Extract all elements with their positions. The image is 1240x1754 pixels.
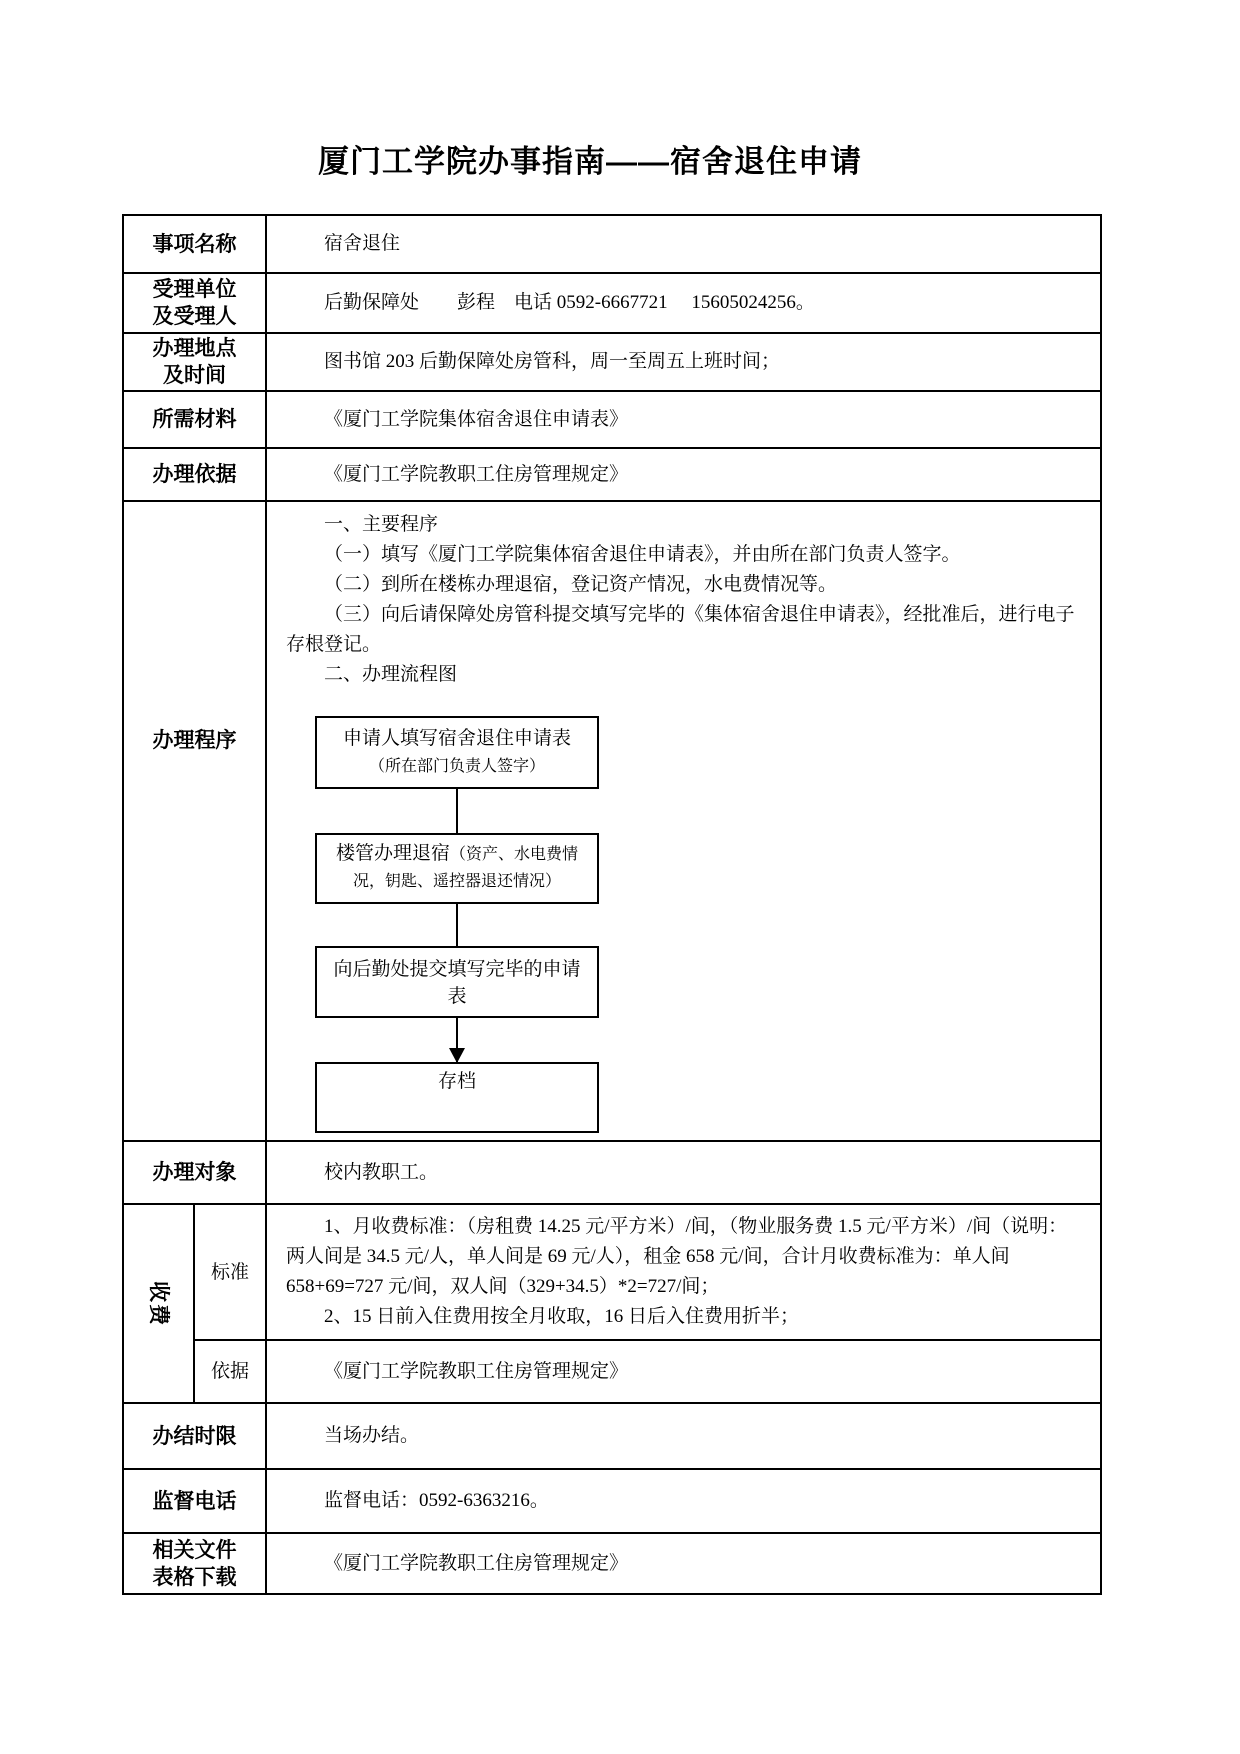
row-item-name (123, 215, 1101, 273)
fee-standard-label: 标准 (194, 1204, 266, 1340)
flowchart-arrow-down-icon (456, 1018, 458, 1062)
procedure-step-2: （二）到所在楼栋办理退宿，登记资产情况，水电费情况等。 (324, 574, 838, 595)
fee-standard-line2: 2、15 日前入住费用按全月收取，16 日后入住费用折半； (324, 1306, 800, 1327)
procedure-section1-heading: 一、主要程序 (324, 514, 439, 535)
related-documents-label-line1: 相关文件 (152, 1538, 237, 1562)
flowchart-box2-main: 楼管办理退宿 (335, 843, 450, 864)
procedure-section2-heading: 二、办理流程图 (324, 664, 458, 685)
location-time-label-line1: 办理地点 (152, 337, 237, 360)
item-name-label: 事项名称 (123, 215, 266, 273)
location-time-value: 图书馆 203 后勤保障处房管科，周一至周五上班时间； (324, 351, 781, 372)
item-name-value: 宿舍退住 (324, 233, 401, 254)
flowchart-connector-1 (456, 789, 458, 833)
row-fee-basis (123, 1340, 1101, 1403)
row-materials (123, 391, 1101, 448)
fee-group-label (123, 1204, 194, 1403)
procedure-step-1: （一）填写《厦门工学院集体宿舍退住申请表》，并由所在部门负责人签字。 (324, 544, 961, 565)
procedure-label: 办理程序 (123, 501, 266, 1141)
location-time-label (123, 333, 266, 391)
fee-basis-label: 依据 (194, 1340, 266, 1403)
flowchart-box3-text: 向后勤处提交填写完毕的申请表 (333, 959, 581, 1007)
related-documents-label (123, 1533, 266, 1594)
row-accepting-unit (123, 273, 1101, 333)
materials-value: 《厦门工学院集体宿舍退住申请表》 (324, 408, 629, 430)
accepting-unit-value: 后勤保障处 彭程 电话 0592-6667721 15605024256。 (324, 292, 815, 313)
target-label: 办理对象 (123, 1141, 266, 1204)
flowchart-box1-note: （所在部门负责人签字） (368, 758, 545, 775)
row-related-documents (123, 1533, 1101, 1594)
flowchart-box1-line1: 申请人填写宿舍退住申请 (342, 728, 552, 749)
row-target (123, 1141, 1101, 1204)
location-time-label-line2: 及时间 (163, 364, 226, 387)
fee-standard-line1: 1、月收费标准：（房租费 14.25 元/平方米）/间，（物业服务费 1.5 元/平方米）/间（说明：两人间是 34.5 元/人，单人间是 69 元/人），租金 658 元/间，合计月收费标准为：单人间 658+69=727 元/间，双人间（329+34.5）*2=727/间； (286, 1216, 1068, 1297)
row-deadline (123, 1403, 1101, 1469)
row-procedure (123, 501, 1101, 1141)
guide-table (122, 214, 1102, 1595)
supervision-phone-label: 监督电话 (123, 1469, 266, 1533)
related-documents-value: 《厦门工学院教职工住房管理规定》 (324, 1552, 629, 1574)
row-location-time (123, 333, 1101, 391)
row-basis (123, 448, 1101, 501)
flowchart-box4-text: 存档 (437, 1071, 476, 1092)
deadline-label: 办结时限 (123, 1403, 266, 1469)
flowchart (315, 716, 599, 1133)
row-supervision-phone (123, 1469, 1101, 1533)
materials-label: 所需材料 (123, 391, 266, 448)
flowchart-connector-2 (456, 904, 458, 946)
page-title: 厦门工学院办事指南——宿舍退住申请 (318, 144, 862, 179)
accepting-unit-label (123, 273, 266, 333)
deadline-value: 当场办结。 (324, 1425, 420, 1446)
flowchart-box-checkout (315, 833, 599, 904)
procedure-text (267, 502, 1100, 690)
fee-group-label-text: 收费 (147, 1280, 170, 1327)
basis-value: 《厦门工学院教职工住房管理规定》 (324, 463, 629, 485)
flowchart-box2-note: （资产、水电费情况，钥匙、遥控器退还情况） (352, 846, 579, 890)
accepting-unit-label-line2: 及受理人 (152, 305, 237, 328)
flowchart-box1-line2-prefix: 表 (552, 728, 572, 749)
basis-label: 办理依据 (123, 448, 266, 501)
flowchart-box-archive (315, 1062, 599, 1133)
row-fee-standard (123, 1204, 1101, 1340)
procedure-step-3: （三）向后请保障处房管科提交填写完毕的《集体宿舍退住申请表》，经批准后，进行电子存根登记。 (286, 604, 1075, 655)
related-documents-label-line2: 表格下载 (152, 1565, 237, 1589)
flowchart-box-submit (315, 946, 599, 1018)
fee-basis-value: 《厦门工学院教职工住房管理规定》 (324, 1360, 629, 1382)
supervision-phone-value: 监督电话：0592-6363216。 (324, 1490, 549, 1511)
accepting-unit-label-line1: 受理单位 (152, 278, 237, 301)
target-value: 校内教职工。 (324, 1161, 439, 1183)
flowchart-box-fill-form (315, 716, 599, 789)
